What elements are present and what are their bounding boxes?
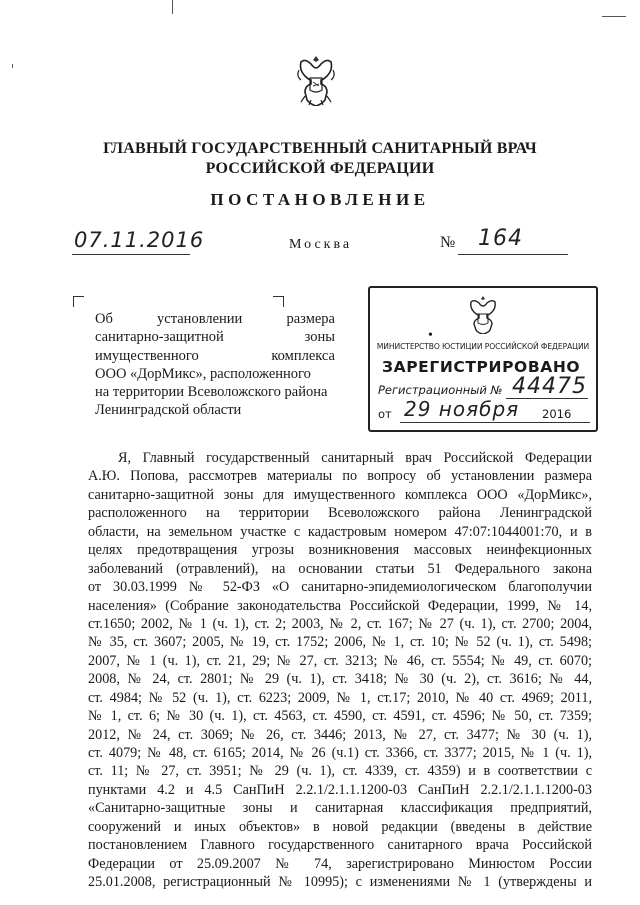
body-line: ст. 4079; № 48, ст. 6165; 2014, № 26 (ч.1) ст. 3366, ст. 3377; 2015, № 1 (ч. 1),	[88, 745, 592, 761]
document-number: 164	[478, 226, 523, 251]
body-line: № 35, ст. 3607; 2005, № 19, ст. 1752; 2006, № 1, ст. 10; № 52 (ч. 1), ст. 5498;	[88, 634, 592, 651]
body-line: сооружений и иных объектов» в новой редакции (введены в действие	[88, 818, 592, 835]
body-line: № 1, ст. 6; № 30 (ч. 1), ст. 4563, ст. 4590, ст. 4591, ст. 4596; № 50, ст. 7359;	[88, 708, 592, 725]
body-text	[88, 449, 592, 892]
subject-line: на территории Всеволожского района	[95, 384, 328, 401]
stamp-year: 2016	[542, 407, 572, 421]
body-line: 2007, № 1 (ч. 1), ст. 21, 29; № 27, ст. 3213; № 46, ст. 5554; № 49, ст. 6070;	[88, 652, 592, 669]
document-type: ПОСТАНОВЛЕНИЕ	[210, 190, 430, 209]
body-line: заболеваний (отравлений), на основании статьи 51 Федерального закона	[88, 560, 592, 577]
issuer-title-line2: РОССИЙСКОЙ ФЕДЕРАЦИИ	[205, 160, 435, 177]
subject-block	[95, 310, 335, 420]
subject-line: Ленинградской области	[95, 402, 242, 419]
stamp-underline	[400, 422, 590, 423]
body-line: Федерации от 25.09.2007 № 74, зарегистрировано Минюстом России	[88, 855, 592, 872]
stamp-emblem-icon	[465, 294, 501, 334]
body-line: постановлением Главного государственного санитарного врача Российской	[88, 837, 592, 854]
subject-line: санитарно-защитной зоны	[95, 329, 335, 346]
body-line: санитарно-защитной зоны для имущественного комплекса ООО «ДорМикс»,	[88, 486, 592, 503]
document-date: 07.11.2016	[74, 228, 205, 252]
body-line: А.Ю. Попова, рассмотрев материалы по вопросу об установлении размера	[88, 468, 592, 485]
stamp-date: 29 ноября	[404, 397, 520, 421]
subject-bracket-left	[73, 296, 84, 307]
body-line: 2012, № 24, ст. 3069; № 26, ст. 3446; 2013, № 27, ст. 3477; № 30 (ч. 1),	[88, 726, 592, 743]
body-line: ст.1650; 2002, № 1 (ч. 1), ст. 2; 2003, № 2, ст. 167; № 27 (ч. 1), ст. 2700; 2004,	[88, 615, 592, 632]
stamp-ministry: МИНИСТЕРСТВО ЮСТИЦИИ РОССИЙСКОЙ ФЕДЕРАЦИИ	[376, 342, 590, 351]
body-line: 2008, № 24, ст. 2801; № 29 (ч. 1), ст. 3418; № 30 (ч. 2), ст. 3616; № 44,	[88, 671, 592, 688]
date-underline	[72, 254, 190, 255]
scan-mark	[172, 0, 173, 14]
body-line: расположенного на территории Всеволожского района Ленинградской	[88, 505, 592, 522]
stamp-dot: •	[428, 328, 433, 343]
number-underline	[458, 254, 568, 255]
coat-of-arms-emblem-icon	[293, 52, 339, 106]
scan-mark	[12, 64, 13, 68]
subject-bracket-right	[273, 296, 284, 307]
body-line: ст. 4984; № 52 (ч. 1), ст. 6223; 2009, № 1, ст.17; 2010, № 40 ст. 4969; 2011,	[88, 689, 592, 706]
registration-stamp	[368, 286, 598, 432]
number-label: №	[440, 234, 456, 251]
body-line: 25.01.2008, регистрационный № 10995); с изменениями № 1 (утверждены и	[88, 874, 592, 891]
document-city: Москва	[289, 237, 353, 252]
subject-line: Об установлении размера	[95, 311, 335, 327]
body-line: населения» (Собрание законодательства Российской Федерации, 1999, № 14,	[88, 597, 592, 614]
body-line: от 30.03.1999 № 52-ФЗ «О санитарно-эпидемиологическом благополучии	[88, 579, 592, 596]
body-line: «Санитарно-защитные зоны и санитарная классификация предприятий,	[88, 800, 592, 817]
body-line: Я, Главный государственный санитарный врач Российской Федерации	[118, 450, 592, 466]
stamp-registered: ЗАРЕГИСТРИРОВАНО	[382, 358, 581, 376]
stamp-from-label: от	[378, 407, 392, 421]
scan-mark	[602, 16, 626, 17]
body-line: пунктами 4.2 и 4.5 СанПиН 2.2.1/2.1.1.1200-03 СанПиН 2.2.1/2.1.1.1200-03	[88, 781, 592, 798]
subject-line: имущественного комплекса	[95, 347, 335, 364]
body-line: области, на земельном участке с кадастровым номером 47:07:1044001:70, и в	[88, 523, 592, 540]
body-line: ст. 11; № 27, ст. 3951; № 29 (ч. 1), ст. 4339, ст. 4359) и в соответствии с	[88, 763, 592, 780]
body-line: целях предотвращения угрозы возникновения массовых неинфекционных	[88, 542, 592, 559]
issuer-title-line1: ГЛАВНЫЙ ГОСУДАРСТВЕННЫЙ САНИТАРНЫЙ ВРАЧ	[103, 140, 537, 157]
stamp-reg-number-label: Регистрационный №	[378, 383, 503, 397]
stamp-reg-number: 44475	[512, 374, 587, 399]
subject-line: ООО «ДорМикс», расположенного	[95, 365, 311, 382]
